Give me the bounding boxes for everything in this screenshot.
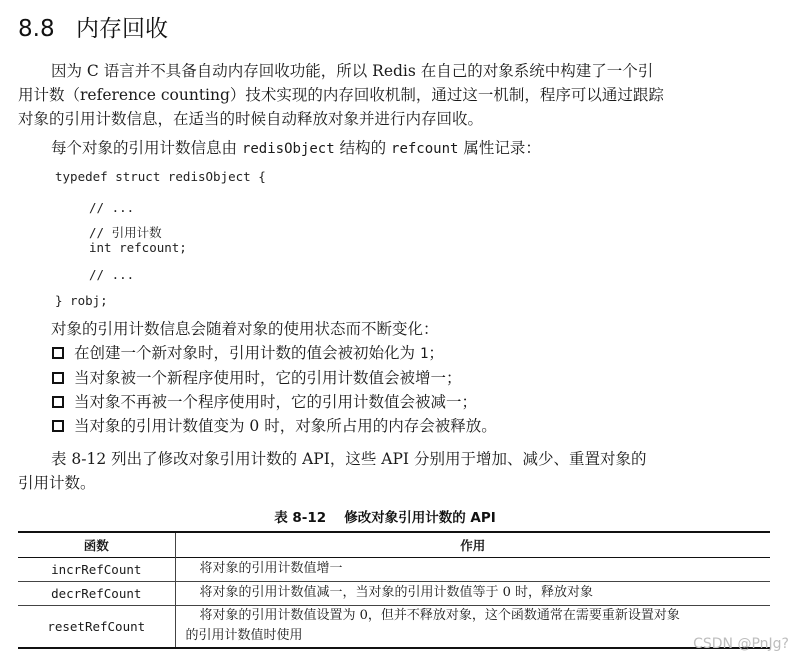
table-intro-paragraph [18,447,788,495]
table-caption [0,506,770,526]
struct-name: redisObject [241,141,335,157]
table-intro-line: 表 8-12 列出了修改对象引用计数的 API，这些 API 分别用于增加、减少、重置对象的 [51,450,647,468]
intro-paragraph [18,59,788,131]
function-description: 将对象的引用计数值设置为 0，但并不释放对象，这个函数通常在需要重新设置对象 [199,608,680,624]
function-name: decrRefCount [51,585,142,601]
header-description: 作用 [175,532,770,557]
code-line: } robj; [55,293,108,308]
bullet-item: 在创建一个新对象时，引用计数的值会被初始化为 1； [52,341,772,366]
table-row [18,581,770,605]
intro-line: 对象的引用计数信息，在适当的时候自动释放对象并进行内存回收。 [18,110,484,128]
code-line: typedef struct redisObject { [55,169,266,184]
table-row [18,605,770,648]
checkbox-square-icon [52,396,64,408]
function-description: 的引用计数值时使用 [185,628,303,644]
function-description: 将对象的引用计数值减一，当对象的引用计数值等于 0 时，释放对象 [199,585,594,600]
function-name: resetRefCount [47,618,146,634]
section-number: 8.8 [18,16,55,42]
bullet-item: 当对象的引用计数值变为 0 时，对象所占用的内存会被释放。 [52,414,772,438]
code-line: int refcount; [89,240,187,255]
checkbox-square-icon [52,420,64,432]
intro-line: 用计数（reference counting）技术实现的内存回收机制，通过这一机制，程序可以通过跟踪 [18,86,664,104]
refcount-paragraph [18,136,788,161]
table-caption-text: 修改对象引用计数的 API [344,510,496,526]
header-function: 函数 [83,537,109,553]
intro-line: 因为 C 语言并不具备自动内存回收功能，所以 Redis 在自己的对象系统中构建了一个引 [51,62,654,80]
checkbox-square-icon [52,372,64,384]
table-header-row [18,532,770,557]
function-name: incrRefCount [51,561,142,577]
code-comment: // 引用计数 [89,225,162,240]
section-heading [18,10,168,43]
bullet-item: 当对象不再被一个程序使用时，它的引用计数值会被减一； [52,390,772,414]
bullet-list [52,341,772,438]
refcount-text: 每个对象的引用计数信息由 [51,139,242,157]
bullet-item: 当对象被一个新程序使用时，它的引用计数值会被增一； [52,366,772,390]
table-caption-number: 表 8-12 [274,510,327,526]
checkbox-square-icon [52,347,64,359]
init-value: 1 [419,346,429,362]
code-line: // ... [89,267,135,282]
watermark: CSDN @PnJg? [693,636,789,652]
function-description: 将对象的引用计数值增一 [199,561,343,576]
section-title: 内存回收 [76,16,168,42]
api-table [18,531,770,649]
table-row [18,557,770,581]
state-intro: 对象的引用计数信息会随着对象的使用状态而不断变化： [51,320,439,338]
table-intro-line: 引用计数。 [18,474,96,492]
state-paragraph [18,317,788,341]
refcount-text: 属性记录： [458,139,541,157]
code-line: // ... [89,200,135,215]
refcount-text: 结构的 [334,139,392,157]
field-name: refcount [391,141,459,157]
